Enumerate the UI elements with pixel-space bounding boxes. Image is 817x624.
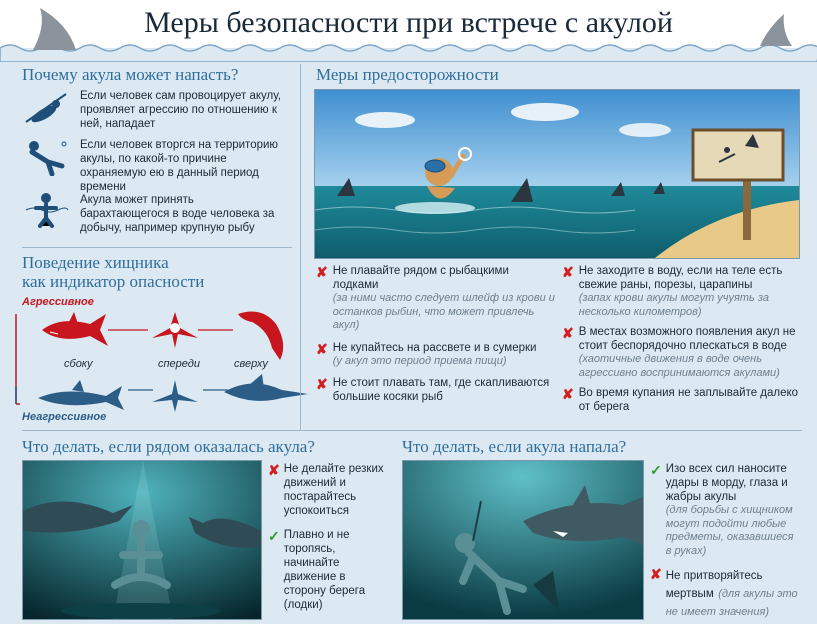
attack-do bbox=[650, 462, 800, 558]
precautions-left bbox=[316, 264, 556, 404]
precaution-item bbox=[562, 264, 802, 319]
precaution-note: (у акул это период приема пищи) bbox=[332, 354, 507, 367]
aggressive-label: Агрессивное bbox=[22, 296, 94, 308]
precaution-text: Не купайтесь на рассвете и в сумерки bbox=[332, 341, 537, 354]
cross-icon: ✘ bbox=[316, 340, 328, 357]
precautions-right bbox=[562, 264, 802, 414]
precaution-item bbox=[562, 325, 802, 380]
view-top-label: сверху bbox=[234, 358, 268, 370]
precaution-note: (за ними часто следует шлейф из крови и останков рыбин, что может привлечь акул) bbox=[332, 292, 555, 331]
nearby-dont bbox=[268, 462, 388, 518]
precaution-item bbox=[562, 386, 802, 414]
nearby-dont-text: Не делайте резких движений и постарайтесь успокоиться bbox=[283, 463, 384, 517]
view-side-label: сбоку bbox=[64, 358, 93, 370]
shark-top-calm-icon bbox=[222, 372, 312, 412]
cross-icon: ✘ bbox=[316, 376, 328, 392]
nearby-do bbox=[268, 528, 388, 612]
attack-advice bbox=[650, 462, 800, 620]
column-divider bbox=[300, 64, 301, 430]
view-front-label: спереди bbox=[158, 358, 200, 370]
attack-do-note: (для борьбы с хищником могут подойти любые предметы, оказавшиеся в руках) bbox=[665, 504, 794, 557]
fin-left-icon bbox=[28, 6, 78, 50]
nearby-heading: Что делать, если рядом оказалась акула? bbox=[22, 437, 315, 456]
attack-heading: Что делать, если акула напала? bbox=[402, 437, 627, 456]
why-item-3: Акула может принять барахтающегося в воде человека за добычу, например крупную рыбу bbox=[80, 194, 275, 234]
check-icon: ✓ bbox=[650, 462, 662, 478]
attack-do-text: Изо всех сил наносите удары в морду, глаза и жабры акулы bbox=[665, 463, 788, 503]
precaution-item bbox=[316, 264, 556, 333]
precaution-text: Не стоит плавать там, где скапливаются большие косяки рыб bbox=[332, 377, 550, 403]
precaution-text: В местах возможного появления акул не стоит беспорядочно плескаться в воде bbox=[578, 326, 796, 352]
why-item-2: Если человек вторгся на территорию акулы, по какой-то причине охраняемую ею в данный период времени bbox=[80, 139, 279, 193]
check-icon: ✓ bbox=[268, 528, 280, 544]
shark-front-calm-icon bbox=[150, 378, 200, 414]
precaution-text: Во время купания не заплывайте далеко от берега bbox=[578, 387, 799, 413]
shark-top-aggressive-icon bbox=[232, 304, 292, 364]
meditating-diver-illustration bbox=[22, 460, 262, 620]
why-item-1: Если человек сам провоцирует акулу, проявляет агрессию по отношению к ней, нападает bbox=[80, 90, 282, 130]
page-title: Меры безопасности при встрече с акулой bbox=[144, 6, 673, 39]
cross-icon: ✘ bbox=[268, 462, 280, 478]
beach-illustration bbox=[314, 89, 800, 259]
behavior-heading-2: как индикатор опасности bbox=[22, 272, 205, 291]
divider bbox=[22, 247, 292, 248]
precautions-heading: Меры предосторожности bbox=[316, 65, 499, 84]
precaution-text: Не заходите в воду, если на теле есть свежие раны, порезы, царапины bbox=[578, 265, 783, 291]
cross-icon: ✘ bbox=[316, 264, 328, 280]
attack-dont-note: (для акулы это не имеет значения) bbox=[665, 588, 798, 618]
precaution-item bbox=[316, 376, 556, 404]
nearby-do-text: Плавно и не торопясь, начинайте движение в сторону берега (лодки) bbox=[283, 529, 366, 611]
divider bbox=[22, 430, 802, 431]
precaution-note: (хаотичные движения в воде очень агрессивно воспринимаются акулами) bbox=[578, 353, 780, 379]
spearfisher-icon bbox=[22, 88, 70, 128]
swimmer-icon bbox=[22, 188, 70, 228]
nearby-advice bbox=[268, 462, 388, 612]
shark-front-aggressive-icon bbox=[150, 308, 200, 352]
cross-icon: ✘ bbox=[562, 325, 574, 341]
cross-icon: ✘ bbox=[650, 566, 662, 582]
attack-dont bbox=[650, 566, 800, 620]
diver-icon bbox=[22, 136, 70, 176]
attack-illustration bbox=[402, 460, 644, 620]
cross-icon: ✘ bbox=[562, 386, 574, 402]
fin-right-icon bbox=[758, 10, 794, 46]
why-heading: Почему акула может напасть? bbox=[22, 65, 239, 84]
precaution-text: Не плавайте рядом с рыбацкими лодками bbox=[332, 265, 509, 291]
precaution-item bbox=[316, 341, 556, 369]
header-wave bbox=[0, 40, 817, 62]
behavior-heading-1: Поведение хищника bbox=[22, 253, 169, 272]
attack-dont-text: Не притворяйтесь мертвым bbox=[665, 570, 763, 600]
shark-side-aggressive-icon bbox=[40, 310, 110, 350]
precaution-note: (запах крови акулы могут учуять за несколько километров) bbox=[578, 292, 769, 318]
cross-icon: ✘ bbox=[562, 264, 574, 280]
nonaggressive-label: Неагрессивное bbox=[22, 411, 107, 423]
shark-side-calm-icon bbox=[36, 380, 126, 414]
